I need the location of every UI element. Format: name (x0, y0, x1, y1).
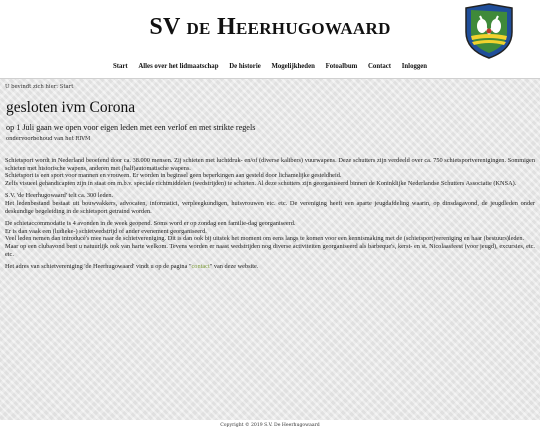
breadcrumb: U bevindt zich hier: Start (5, 84, 74, 90)
site-header (0, 0, 540, 78)
page-subheading: op 1 Juli gaan we open voor eigen leden met een verlof en met strikte regels (6, 123, 256, 132)
paragraph-activities (5, 220, 535, 258)
paragraph-intro (5, 157, 535, 187)
paragraph-address (5, 263, 535, 271)
main-nav (0, 63, 540, 77)
text-line: Schietsport wordt in Nederland beoefend door ca. 38.000 mensen. Zij schieten met luchtdruk- en/of (diverse kalibers) vuurwapens. Deze schutters zijn verdeeld over ca. 750 schietsportverenigingen. Sommigen schieten met historische wapens, anderen met (half)automatische wapens. (5, 157, 535, 172)
nav-item-lidmaatschap[interactable]: Alles over het lidmaatschap (138, 63, 219, 70)
text-line: Maar op een clubavond bent u natuurlijk ook van harte welkom. Tevens worden er naast wedstrijden nog diverse activiteiten georganiseerd als barbeque's, kerst- en st. Nicolaasfeest (voor jeugd), excursies, etc. etc. (5, 242, 535, 258)
text-line: Schietsport is een sport voor mannen en vrouwen. Er worden in beginsel geen beperkingen aan gesteld door lichamelijke gesteldheid. (5, 172, 342, 180)
nav-item-fotoalbum[interactable]: Fotoalbum (325, 63, 358, 70)
text-line: Het ledenbestand bestaat uit bouwvakkers, advocaten, informatici, verpleegkundigen, huisvrouwen etc. etc. De vereniging heeft een aparte jeugdafdeling waarin, op dinsdagavond, de jeugdleden onder deskundige begeleiding in de schietsport getraind worden. (5, 199, 535, 215)
text-line: Zelfs visueel gehandicapten zijn in staat om m.b.v. speciale richtmiddelen (wedstrijden) te schieten. Al deze schutters zijn georganiseerd binnen de Koninklijke Nederlandse Schutters Associatie (KNSA). (5, 179, 517, 187)
site-title[interactable]: SV de Heerhugowaard (149, 14, 391, 40)
footer-copyright: Copyright © 2019 S.V. De Heerhugowaard (0, 420, 540, 432)
text-line: S.V. 'de Heerhugowaard' telt ca. 300 leden. (5, 192, 114, 200)
main-content (0, 78, 540, 421)
nav-item-inloggen[interactable]: Inloggen (401, 63, 428, 70)
nav-item-mogelijkheden[interactable]: Mogelijkheden (271, 63, 315, 70)
contact-link[interactable]: contact (191, 263, 210, 271)
nav-item-contact[interactable]: Contact (368, 63, 392, 70)
text-line: Veel leden nemen dan introducé's mee naar de schietvereniging. Dit is dan ook bij uitstek het moment om eens langs te komen voor een kennismaking met de (schietsport)vereniging en haar (bestuurs)leden. (5, 235, 525, 243)
article-body (5, 157, 535, 276)
nav-item-historie[interactable]: De historie (229, 63, 261, 70)
text-line: Er is dan vaak een (ludieke-) schietwedstrijd of ander evenement georganiseerd. (5, 227, 207, 235)
text-after-link: " van deze website. (209, 263, 259, 271)
paragraph-members (5, 192, 535, 215)
text-before-link: Het adres van schietvereniging 'de Heerhugowaard' vindt u op de pagina " (5, 263, 192, 271)
club-crest-icon[interactable] (462, 2, 516, 60)
text-line: De schietaccommodatie is 4 avonden in de week geopend. Soms word er op zondag een familie-dag georganiseerd. (5, 220, 296, 228)
page-heading: gesloten ivm Corona (6, 99, 136, 116)
rivm-note: ondervoorbehoud van het RIVM (6, 136, 91, 142)
nav-item-start[interactable]: Start (112, 63, 128, 70)
